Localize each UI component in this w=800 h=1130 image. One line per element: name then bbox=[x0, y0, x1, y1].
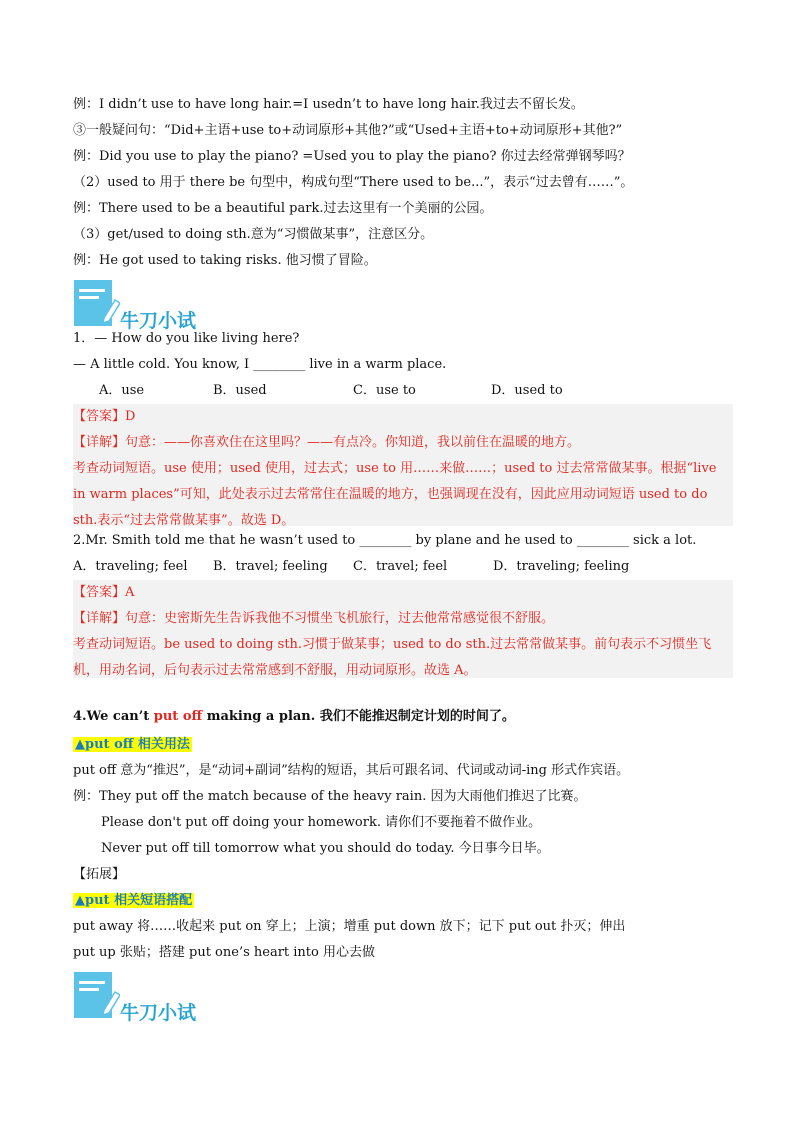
question-stem: 2.Mr. Smith told me that he wasn’t used to ________ by plane and he used to ________ sick a lot. bbox=[73, 533, 697, 548]
phrase-heading: ▲put 相关短语搭配 bbox=[75, 893, 193, 908]
option-b: B．used bbox=[213, 383, 267, 398]
option-b: B．travel; feeling bbox=[213, 559, 328, 574]
option-a: A．use bbox=[99, 383, 145, 398]
option-a: A．traveling; feel bbox=[73, 559, 188, 574]
practice-title bbox=[74, 280, 197, 332]
text-line: put off 意为“推迟”，是“动词+副词”结构的短语，其后可跟名词、代词或动词-ing 形式作宾语。 bbox=[73, 763, 630, 778]
used-to-notes bbox=[73, 92, 733, 274]
text-line: （2）used to 用于 there be 句型中，构成句型“There used to be...”，表示“过去曾有……”。 bbox=[73, 175, 634, 190]
text-line: 例：There used to be a beautiful park.过去这里有一个美丽的公园。 bbox=[73, 201, 493, 216]
answer-box-1 bbox=[73, 404, 733, 526]
answer: 【答案】A bbox=[73, 585, 135, 600]
put-off-usage bbox=[73, 732, 733, 966]
text-line: 例：I didn’t use to have long hair.=I usedn’t to have long hair.我过去不留长发。 bbox=[73, 97, 584, 112]
notepad-pencil-icon bbox=[74, 280, 118, 326]
text-line: 例：He got used to taking risks. 他习惯了冒险。 bbox=[73, 253, 377, 268]
question-stem: 1．— How do you like living here? bbox=[73, 331, 300, 346]
analysis: 考查动词短语。use 使用；used 使用，过去式；use to 用……来做……；used to 过去常常做某事。根据“live in warm places”可知，此处表示过去常常住在温暖的地方，也强调现在没有，因此应用动词短语 used to do sth.表示“过去常常做某事”。故选 D。 bbox=[73, 461, 717, 528]
text-line: Please don't put off doing your homework. 请你们不要拖着不做作业。 bbox=[101, 815, 542, 830]
key-phrase: put off bbox=[153, 709, 207, 724]
section-4-heading bbox=[73, 704, 733, 730]
text-line: 例：Did you use to play the piano? =Used you to play the piano? 你过去经常弹钢琴吗？ bbox=[73, 149, 631, 164]
text-line: 【拓展】 bbox=[73, 867, 126, 882]
option-c: C．travel; feel bbox=[353, 559, 448, 574]
heading-prefix: 4.We can’t bbox=[73, 709, 154, 724]
text-line: put away 将……收起来 put on 穿上；上演；增重 put down 放下；记下 put out 扑灭；伸出 bbox=[73, 919, 626, 934]
options bbox=[73, 378, 733, 404]
answer: 【答案】D bbox=[73, 409, 136, 424]
question-stem: — A little cold. You know, I ________ live in a warm place. bbox=[73, 357, 447, 372]
option-c: C．use to bbox=[353, 383, 416, 398]
text-line: ③一般疑问句：“Did+主语+use to+动词原形+其他?”或“Used+主语+to+动词原形+其他?” bbox=[73, 123, 623, 138]
practice-title-text: 牛刀小试 bbox=[120, 1002, 197, 1024]
option-d: D．traveling; feeling bbox=[493, 559, 630, 574]
question-2 bbox=[73, 528, 733, 580]
detail: 【详解】句意：——你喜欢住在这里吗？——有点冷。你知道，我以前住在温暖的地方。 bbox=[73, 435, 581, 450]
text-line: Never put off till tomorrow what you should do today. 今日事今日毕。 bbox=[101, 841, 550, 856]
usage-heading: ▲put off 相关用法 bbox=[75, 737, 190, 752]
option-d: D．used to bbox=[491, 383, 563, 398]
question-1 bbox=[73, 326, 733, 404]
answer-box-2 bbox=[73, 580, 733, 678]
text-line: put up 张贴；搭建 put one’s heart into 用心去做 bbox=[73, 945, 375, 960]
practice-title-2 bbox=[74, 972, 197, 1024]
heading-suffix: making a plan. 我们不能推迟制定计划的时间了。 bbox=[206, 709, 515, 724]
notepad-pencil-icon bbox=[74, 972, 118, 1018]
detail: 【详解】句意：史密斯先生告诉我他不习惯坐飞机旅行，过去他常常感觉很不舒服。 bbox=[73, 611, 555, 626]
text-line: （3）get/used to doing sth.意为“习惯做某事”，注意区分。 bbox=[73, 227, 434, 242]
practice-title-text: 牛刀小试 bbox=[120, 310, 197, 332]
analysis: 考查动词短语。be used to doing sth.习惯于做某事；used to do sth.过去常常做某事。前句表示不习惯坐飞机，用动名词，后句表示过去常常感到不舒服，用动词原形。故选 A。 bbox=[73, 637, 712, 678]
options bbox=[73, 554, 733, 580]
text-line: 例：They put off the match because of the heavy rain. 因为大雨他们推迟了比赛。 bbox=[73, 789, 587, 804]
